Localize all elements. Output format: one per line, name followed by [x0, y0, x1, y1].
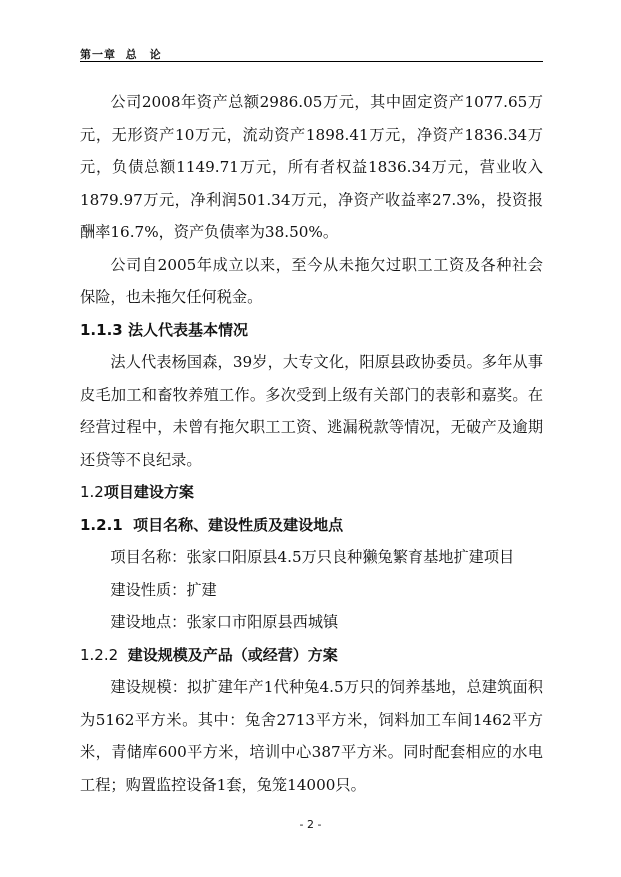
assets-paragraph: 公司2008年资产总额2986.05万元，其中固定资产1077.65万元，无形资产10万元，流动资产1898.41万元，净资产1836.34万元，负债总额1149.71万元，所有者权益1836.34万元，营业收入1879.97万元，净利润501.34万元，净资产收益率27.3%，投资报酬率16.7%，资产负债率为38.50%。: [80, 93, 543, 241]
section-title: 项目名称、建设性质及建设地点: [133, 515, 344, 534]
section-number: 1.1.3: [80, 320, 123, 339]
chapter-number: 第一章: [80, 48, 116, 61]
compliance-paragraph: 公司自2005年成立以来，至今从未拖欠过职工工资及各种社会保险，也未拖欠任何税金。: [80, 255, 543, 306]
construction-scale-paragraph: 建设规模：拟扩建年产1代种兔4.5万只的饲养基地，总建筑面积为5162平方米。其中：兔舍2713平方米，饲料加工车间1462平方米，青储库600平方米，培训中心387平方米。同时配套相应的水电工程；购置监控设备1套，兔笼14000只。: [80, 678, 543, 794]
page-body: [80, 86, 543, 801]
construction-nature-line: 建设性质：扩建: [110, 580, 217, 599]
section-title: 建设规模及产品（或经营）方案: [127, 645, 338, 664]
section-number: 1.2.1: [80, 515, 123, 534]
section-heading-1-2-1: [80, 509, 543, 542]
section-heading-1-2: [80, 476, 543, 509]
header-rule: [80, 61, 543, 62]
page-header: [80, 46, 162, 62]
construction-location-line: 建设地点：张家口市阳原县西城镇: [110, 613, 339, 631]
section-heading-1-1-3: [80, 314, 543, 347]
section-number: 1.2: [80, 483, 104, 501]
project-name-line: 项目名称：张家口阳原县4.5万只良种獭兔繁育基地扩建项目: [110, 548, 515, 566]
page-number: - 2 -: [299, 818, 322, 831]
section-heading-1-2-2: [80, 639, 543, 672]
section-title: 法人代表基本情况: [127, 320, 248, 339]
legal-rep-paragraph: 法人代表杨国森，39岁，大专文化，阳原县政协委员。多年从事皮毛加工和畜牧养殖工作。多次受到上级有关部门的表彰和嘉奖。在经营过程中，未曾有拖欠职工工资、逃漏税款等情况，无破产及逾期还贷等不良纪录。: [80, 353, 543, 469]
section-number: 1.2.2: [80, 645, 119, 664]
chapter-title: 总 论: [125, 48, 162, 61]
section-title: 项目建设方案: [103, 483, 194, 501]
